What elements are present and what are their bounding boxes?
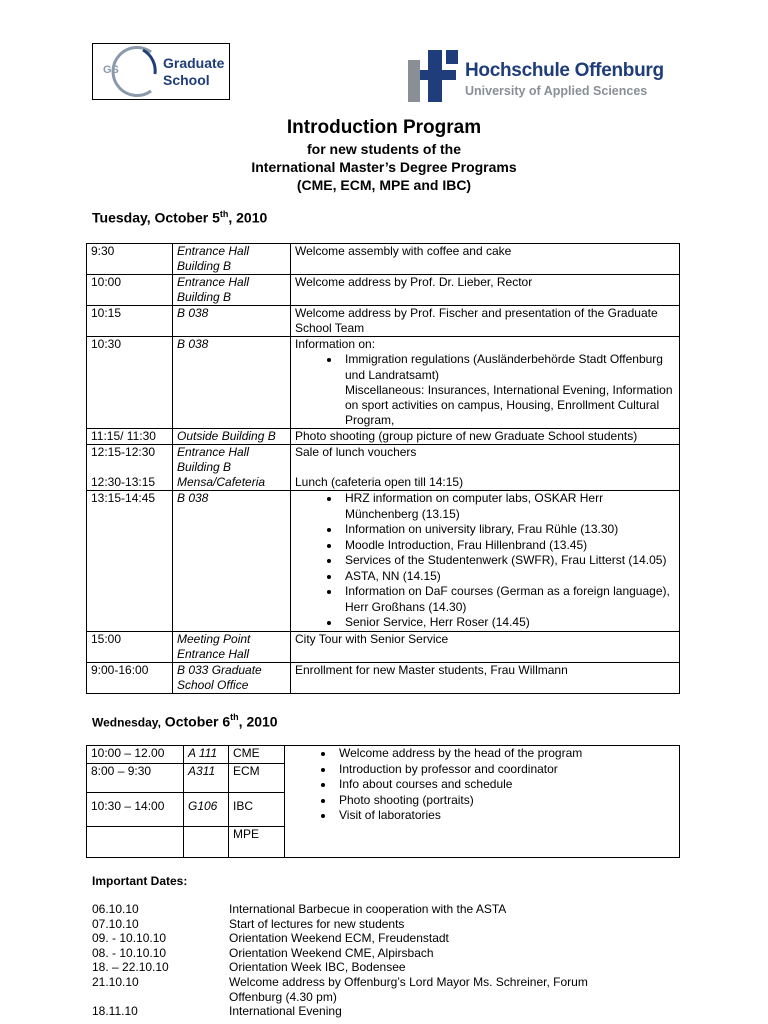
- schedule-table-day2: [86, 745, 680, 858]
- table-row: 11:15/ 11:30 Outside Building B Photo shooting (group picture of new Graduate School students): [87, 429, 680, 445]
- table-row: 9:00-16:00 B 033 Graduate School Office Enrollment for new Master students, Frau Willmann: [87, 662, 680, 693]
- info-list: [295, 352, 675, 383]
- list-item: • Moodle Introduction, Frau Hillenbrand (13.45): [341, 538, 675, 554]
- list-item: • Senior Service, Herr Roser (14.45): [341, 615, 675, 631]
- page-title: Introduction Program: [286, 117, 482, 138]
- program-list: [289, 746, 675, 824]
- table-row: 13:15-14:45 B 038 • HRZ information on computer labs, OSKAR Herr Münchenberg (13.15) • Information on university library, Frau Rühle (13.30) • Moodle Introduction, Frau Hillenbrand (13.45) • Services of the Studentenwerk (SWFR), Frau Litterst (14.05) • ASTA, NN (14.15) • Information on DaF courses (German as a foreign language), Herr Großhans (14.30) • Senior Service, Herr Roser (14.45): [87, 491, 680, 632]
- list-item: • ASTA, NN (14.15): [341, 569, 675, 585]
- day2-heading: Wednesday, October 6th, 2010: [92, 712, 278, 730]
- list-item: 08. - 10.10.10 Orientation Weekend CME, Alpirsbach: [92, 945, 434, 960]
- gs-text: [163, 55, 224, 89]
- table-row: 10:00 Entrance Hall Building B Welcome address by Prof. Dr. Lieber, Rector: [87, 275, 680, 306]
- list-item: • Introduction by professor and coordinator: [335, 762, 675, 778]
- list-item: • Services of the Studentenwerk (SWFR), Frau Litterst (14.05): [341, 553, 675, 569]
- subtitle-line3: (CME, ECM, MPE and IBC): [296, 177, 472, 193]
- table-row: 10:00 – 12.00 A 111 CME • Welcome address by the head of the program • Introduction by professor and coordinator • Info about courses and schedule • Photo shooting (portraits) • Visit of laboratories: [87, 746, 680, 764]
- gs-mark: GS: [103, 64, 119, 76]
- day1-heading: Tuesday, October 5th, 2010: [92, 209, 268, 226]
- table-row: MPE: [87, 827, 680, 858]
- table-row: 10:15 B 038 Welcome address by Prof. Fischer and presentation of the Graduate School Team: [87, 306, 680, 337]
- schedule-table-day1: [86, 243, 680, 694]
- table-row: 10:30 – 14:00 G106 IBC: [87, 793, 680, 827]
- hochschule-subtitle: University of Applied Sciences: [465, 84, 648, 98]
- table-row: 9:30 Entrance Hall Building B Welcome assembly with coffee and cake: [87, 244, 680, 275]
- list-item: • Photo shooting (portraits): [335, 793, 675, 809]
- gs-line1: Graduate: [163, 55, 225, 71]
- list-item: • Information on DaF courses (German as a foreign language), Herr Großhans (14.30): [341, 584, 675, 615]
- dates-title: Important Dates:: [92, 874, 188, 888]
- subtitle-line1: for new students of the: [307, 141, 461, 157]
- table-row: 8:00 – 9:30 A311 ECM: [87, 764, 680, 793]
- table-row: 15:00 Meeting Point Entrance Hall City Tour with Senior Service: [87, 631, 680, 662]
- list-item: • Welcome address by the head of the program: [335, 746, 675, 762]
- list-item: 18.11.10 International Evening: [92, 1004, 342, 1019]
- hochschule-name: Hochschule Offenburg: [465, 60, 664, 81]
- list-item: 06.10.10 International Barbecue in cooperation with the ASTA: [92, 902, 507, 916]
- list-item: • Visit of laboratories: [335, 808, 675, 824]
- list-item: • Immigration regulations (Ausländerbehörde Stadt Offenburg und Landratsamt): [341, 352, 675, 383]
- important-dates: [92, 874, 629, 1019]
- list-item: 07.10.10 Start of lectures for new students: [92, 916, 405, 931]
- gs-line2: School: [163, 72, 210, 88]
- table-row: 10:30 B 038 Information on: • Immigration regulations (Ausländerbehörde Stadt Offenburg und Landratsamt) Miscellaneous: Insurances, International Evening, Information on sport activities on campus, Housing, Enrollment Cultural Program,: [87, 337, 680, 429]
- session-list: [295, 491, 675, 631]
- list-item: • Information on university library, Frau Rühle (13.30): [341, 522, 675, 538]
- graduate-school-logo: [92, 43, 230, 100]
- list-item: 18. – 22.10.10 Orientation Week IBC, Bodensee: [92, 960, 406, 975]
- list-item: 21.10.10 Welcome address by Offenburg’s Lord Mayor Ms. Schreiner, Forum Offenburg (4.30 pm): [92, 974, 588, 1004]
- hochschule-logo: [406, 48, 668, 104]
- list-item: 09. - 10.10.10 Orientation Weekend ECM, Freudenstadt: [92, 931, 449, 946]
- hochschule-emblem-icon: [406, 48, 462, 104]
- table-row: 12:15-12:30 12:30-13:15 Entrance Hall Building B Mensa/Cafeteria Sale of lunch vouchers Lunch (cafeteria open till 14:15): [87, 445, 680, 491]
- list-item: • Info about courses and schedule: [335, 777, 675, 793]
- subtitle-line2: International Master’s Degree Programs: [251, 159, 517, 175]
- list-item: • HRZ information on computer labs, OSKAR Herr Münchenberg (13.15): [341, 491, 675, 522]
